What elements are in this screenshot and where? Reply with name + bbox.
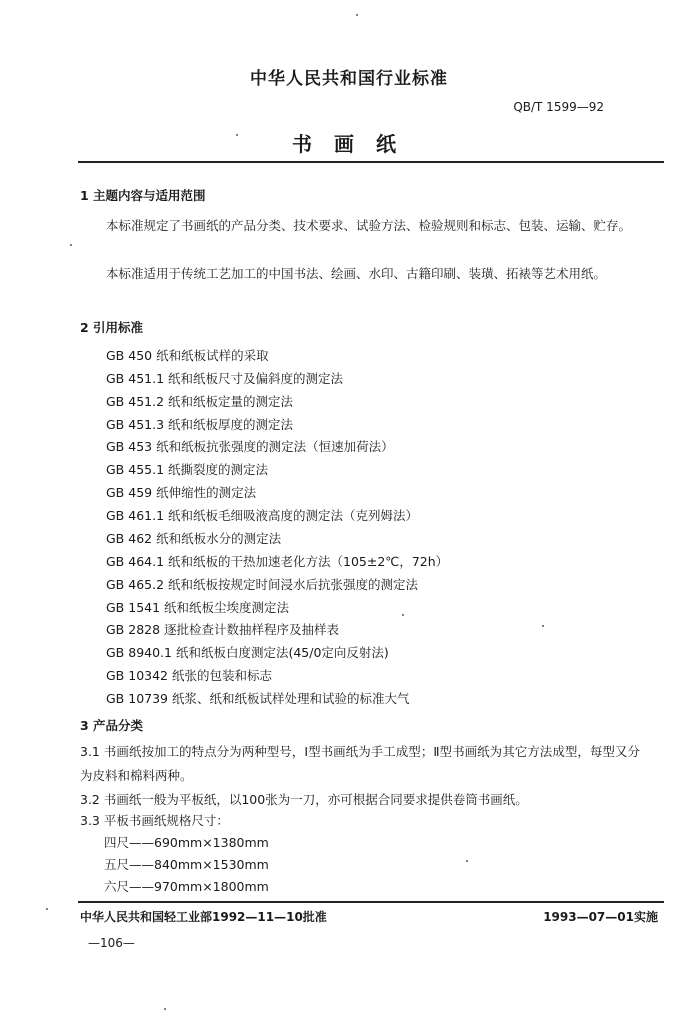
reference-item: GB 451.2 纸和纸板定量的测定法 (106, 394, 293, 409)
reference-item: GB 451.1 纸和纸板尺寸及偏斜度的测定法 (106, 371, 343, 386)
reference-item: GB 464.1 纸和纸板的干热加速老化方法（105±2℃，72h） (106, 554, 449, 569)
reference-item: GB 453 纸和纸板抗张强度的测定法（恒速加荷法） (106, 439, 394, 454)
section-3-heading: 3 产品分类 (80, 718, 144, 733)
reference-item: GB 455.1 纸撕裂度的测定法 (106, 462, 268, 477)
page-number: —106— (88, 936, 135, 950)
item-3-2: 3.2 书画纸一般为平板纸，以100张为一刀，亦可根据合同要求提供卷筒书画纸。 (80, 792, 528, 807)
reference-item: GB 10739 纸浆、纸和纸板试样处理和试验的标准大气 (106, 691, 410, 706)
size-spec: 五尺——840mm×1530mm (104, 857, 269, 872)
section-1-paragraph-1: 本标准规定了书画纸的产品分类、技术要求、试验方法、检验规则和标志、包装、运输、贮存。 (106, 218, 632, 233)
reference-item: GB 465.2 纸和纸板按规定时间浸水后抗张强度的测定法 (106, 577, 418, 592)
reference-item: GB 451.3 纸和纸板厚度的测定法 (106, 417, 293, 432)
reference-item: GB 2828 逐批检查计数抽样程序及抽样表 (106, 622, 340, 637)
reference-item: GB 461.1 纸和纸板毛细吸液高度的测定法（克列姆法） (106, 508, 418, 523)
reference-item: GB 459 纸伸缩性的测定法 (106, 485, 257, 500)
reference-item: GB 462 纸和纸板水分的测定法 (106, 531, 282, 546)
document-title: 书画纸 (292, 132, 418, 156)
footer-rule (78, 901, 664, 903)
section-1-paragraph-2: 本标准适用于传统工艺加工的中国书法、绘画、水印、古籍印刷、装璜、拓裱等艺术用纸。 (106, 266, 607, 281)
size-spec: 六尺——970mm×1800mm (104, 879, 269, 894)
scan-speck (402, 614, 404, 616)
scan-speck (70, 244, 72, 246)
standard-title: 中华人民共和国行业标准 (250, 69, 448, 89)
header-rule (78, 161, 664, 163)
reference-item: GB 1541 纸和纸板尘埃度测定法 (106, 600, 290, 615)
scan-speck (542, 625, 544, 627)
approval-line: 中华人民共和国轻工业部1992—11—10批准 (80, 910, 327, 924)
standard-code: QB/T 1599—92 (513, 100, 604, 114)
item-3-3: 3.3 平板书画纸规格尺寸： (80, 813, 229, 828)
reference-item: GB 10342 纸张的包装和标志 (106, 668, 272, 683)
scan-speck (164, 1008, 166, 1010)
scan-speck (46, 908, 48, 910)
section-2-heading: 2 引用标准 (80, 320, 144, 335)
section-1-heading: 1 主题内容与适用范围 (80, 188, 206, 203)
scan-speck (356, 14, 358, 16)
reference-item: GB 450 纸和纸板试样的采取 (106, 348, 269, 363)
effective-date: 1993—07—01实施 (543, 910, 658, 924)
reference-item: GB 8940.1 纸和纸板白度测定法(45/0定向反射法) (106, 645, 389, 660)
size-spec: 四尺——690mm×1380mm (104, 835, 269, 850)
scan-speck (466, 860, 468, 862)
item-3-1: 3.1 书画纸按加工的特点分为两种型号，Ⅰ型书画纸为手工成型；Ⅱ型书画纸为其它方法成型，每型又分为皮料和棉料两种。 (80, 744, 640, 783)
scan-speck (236, 134, 238, 136)
